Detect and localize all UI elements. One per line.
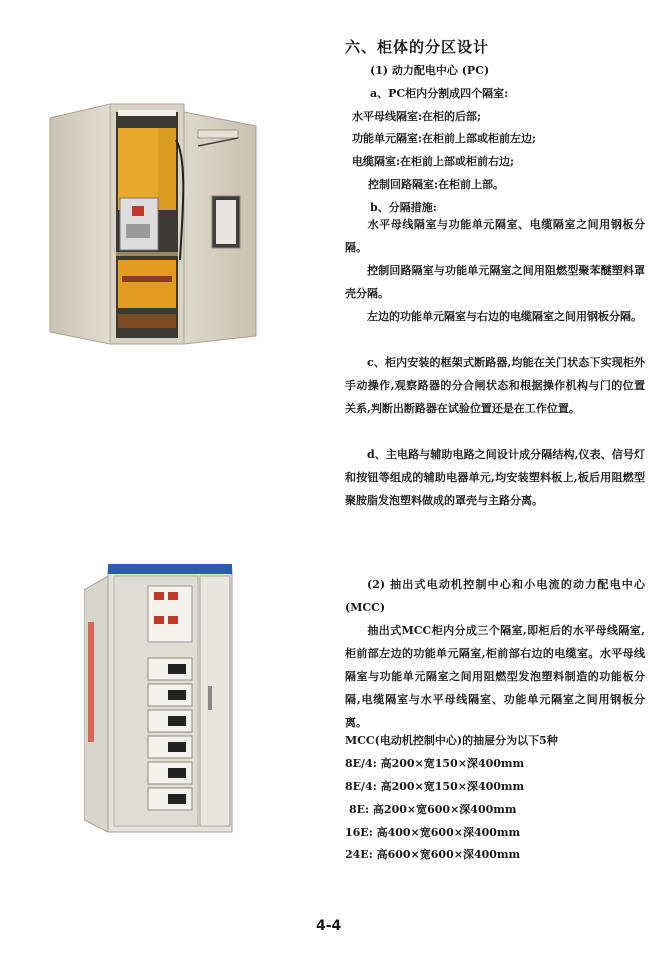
page-number: 4-4: [316, 918, 342, 934]
section-title: 六、柜体的分区设计: [345, 38, 490, 56]
pc-cabinet-photo: [48, 100, 258, 348]
mcc-subtitle: (2) 抽出式电动机控制中心和小电流的动力配电中心 (MCC): [345, 578, 645, 614]
pc-measure-2: 控制回路隔室与功能单元隔室之间用阻燃型聚苯醚塑料罩壳分隔。: [345, 264, 645, 300]
mcc-cabinet-photo: [84, 562, 234, 834]
mcc-drawer-4: 16E: 高400×宽600×深400mm: [345, 826, 521, 839]
pc-measure-3: 左边的功能单元隔室与右边的电缆隔室之间用钢板分隔。: [367, 310, 642, 323]
mcc-description: 抽出式MCC柜内分成三个隔室,即柜后的水平母线隔室,柜前部左边的功能单元隔室,柜前部右边的电缆室。水平母线隔室与功能单元隔室之间用阻燃型发泡塑料制造的功能板分隔,电缆隔室与水平母线隔室、功能单元隔室之间用钢板分离。: [345, 624, 645, 729]
pc-room-3: 电缆隔室:在柜前上部或柜前右边;: [352, 155, 515, 168]
pc-room-4: 控制回路隔室:在柜前上部。: [368, 178, 505, 191]
mcc-drawer-3: 8E: 高200×宽600×深400mm: [349, 803, 517, 816]
pc-c-text: c、柜内安装的框架式断路器,均能在关门状态下实现柜外手动操作,观察路器的分合闸状态和根据操作机构与门的位置关系,判断出断路器在试验位置还是在工作位置。: [345, 356, 645, 415]
pc-d-text: d、主电路与辅助电路之间设计成分隔结构,仪表、信号灯和按钮等组成的辅助电器单元,均安装塑料板上,板后用阻燃型聚胺脂发泡塑料做成的罩壳与主路分离。: [345, 448, 645, 507]
mcc-drawer-2: 8E/4: 高200×宽150×深400mm: [345, 780, 525, 793]
pc-measure-1: 水平母线隔室与功能单元隔室、电缆隔室之间用钢板分隔。: [345, 218, 645, 254]
pc-subtitle: (1) 动力配电中心 (PC): [370, 64, 490, 77]
pc-a-label: a、PC柜内分割成四个隔室:: [370, 87, 509, 100]
mcc-drawer-1: 8E/4: 高200×宽150×深400mm: [345, 757, 525, 770]
mcc-drawer-5: 24E: 高600×宽600×深400mm: [345, 848, 521, 861]
pc-room-1: 水平母线隔室:在柜的后部;: [352, 110, 482, 123]
pc-room-2: 功能单元隔室:在柜前上部或柜前左边;: [352, 132, 537, 145]
mcc-drawer-intro: MCC(电动机控制中心)的抽屉分为以下5种: [345, 734, 558, 747]
pc-b-label: b、分隔措施:: [370, 201, 437, 214]
